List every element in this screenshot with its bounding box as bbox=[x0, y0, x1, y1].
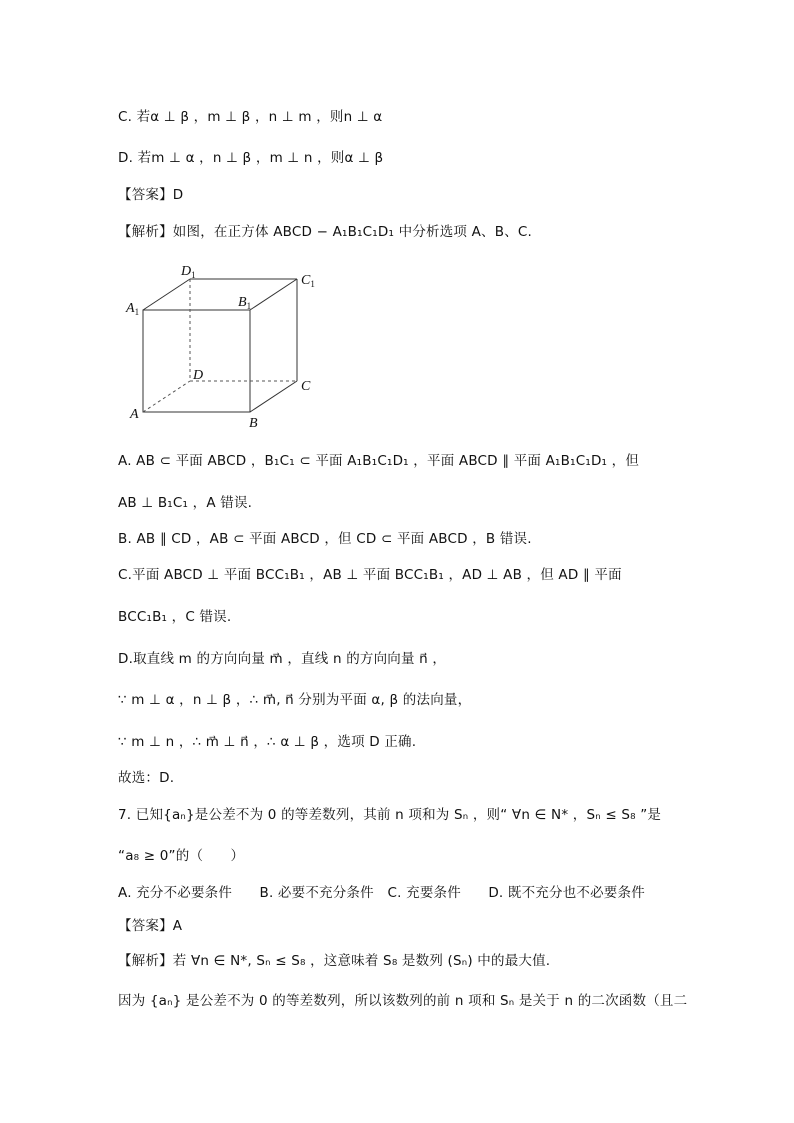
question-7-line-1: 7. 已知{aₙ}是公差不为 0 的等差数列，其前 n 项和为 Sₙ ，则“ ∀n ∈ N* ，Sₙ ≤ S₈ ”是 bbox=[118, 807, 662, 823]
vertex-label-a1: $A_1$ bbox=[126, 301, 140, 317]
vertex-label-b: B bbox=[249, 416, 258, 431]
analysis-q7-line-2: 因为 {aₙ} 是公差不为 0 的等差数列，所以该数列的前 n 项和 Sₙ 是关于 n 的二次函数（且二 bbox=[118, 993, 688, 1009]
analysis-a-line-2: AB ⊥ B₁C₁ ，A 错误. bbox=[118, 495, 253, 511]
analysis-d-line-1: D.取直线 m 的方向向量 m⃗ ，直线 n 的方向向量 n⃗ ， bbox=[118, 651, 447, 667]
vertex-label-d1: $D_1$ bbox=[181, 264, 196, 280]
cube-front-face bbox=[143, 310, 250, 412]
answer-label-2: 【答案】A bbox=[118, 918, 183, 934]
option-d-line: D. 若m ⊥ α ，n ⊥ β ，m ⊥ n ，则α ⊥ β bbox=[118, 150, 384, 166]
vertex-label-a: A bbox=[130, 407, 139, 422]
analysis-a-line-1: A. AB ⊂ 平面 ABCD ，B₁C₁ ⊂ 平面 A₁B₁C₁D₁ ，平面 ABCD ∥ 平面 A₁B₁C₁D₁ ，但 bbox=[118, 453, 640, 469]
question-7-options: A. 充分不必要条件 B. 必要不充分条件 C. 充要条件 D. 既不充分也不必要条件 bbox=[118, 885, 645, 901]
vertex-label-b1: $B_1$ bbox=[238, 295, 252, 311]
vertex-label-c: C bbox=[301, 379, 311, 394]
option-c-line: C. 若α ⊥ β ，m ⊥ β ，n ⊥ m ，则n ⊥ α bbox=[118, 109, 383, 125]
analysis-line-1: 【解析】如图，在正方体 ABCD − A₁B₁C₁D₁ 中分析选项 A、B、C. bbox=[118, 224, 533, 240]
cube-edge-b1c1 bbox=[250, 279, 297, 310]
vertex-label-c1: $C_1$ bbox=[301, 273, 315, 289]
analysis-d-line-2: ∵ m ⊥ α ，n ⊥ β ，∴ m⃗, n⃗ 分别为平面 α, β 的法向量， bbox=[118, 692, 472, 708]
cube-edge-bc bbox=[250, 381, 297, 412]
selection-line: 故选：D. bbox=[118, 770, 175, 786]
cube-hidden-edge-ad bbox=[143, 381, 190, 412]
vertex-label-d: D bbox=[193, 368, 204, 383]
analysis-q7-line-1: 【解析】若 ∀n ∈ N*, Sₙ ≤ S₈ ，这意味着 S₈ 是数列 (Sₙ) 中的最大值. bbox=[118, 953, 551, 969]
question-7-line-2: “a₈ ≥ 0”的（ ） bbox=[118, 848, 245, 864]
cube-edge-a1d1 bbox=[143, 279, 190, 310]
analysis-c-line-2: BCC₁B₁ ，C 错误. bbox=[118, 609, 232, 625]
analysis-b-line: B. AB ∥ CD ，AB ⊂ 平面 ABCD ，但 CD ⊂ 平面 ABCD ，B 错误. bbox=[118, 531, 532, 547]
answer-label-1: 【答案】D bbox=[118, 187, 184, 203]
cube-diagram bbox=[118, 255, 328, 435]
analysis-c-line-1: C.平面 ABCD ⊥ 平面 BCC₁B₁ ，AB ⊥ 平面 BCC₁B₁ ，AD ⊥ AB ，但 AD ∥ 平面 bbox=[118, 567, 622, 583]
analysis-d-line-3: ∵ m ⊥ n ，∴ m⃗ ⊥ n⃗ ，∴ α ⊥ β ，选项 D 正确. bbox=[118, 734, 417, 750]
